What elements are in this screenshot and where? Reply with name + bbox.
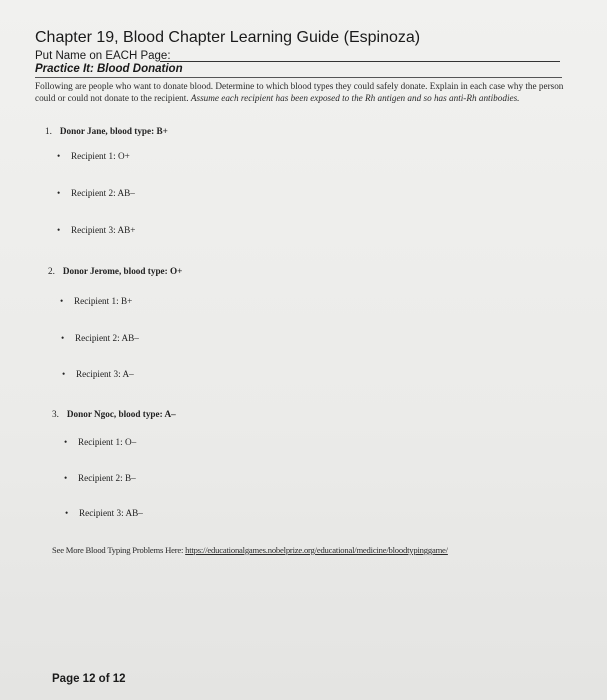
donor-number: 1. [45,126,52,136]
section-heading: Practice It: Blood Donation [35,63,183,75]
recipient-item [62,369,134,379]
donor-heading [45,126,168,136]
blood-typing-game-link[interactable]: https://educationalgames.nobelprize.org/educational/medicine/bloodtypinggame/ [185,545,448,555]
page-title: Chapter 19, Blood Chapter Learning Guide (Espinoza) [35,29,421,46]
bullet-icon: • [61,333,65,343]
recipient-item [64,473,136,483]
bullet-icon: • [57,188,61,198]
bullet-icon: • [64,473,68,483]
donor-heading [52,409,176,419]
recipient-label: Recipient 3: AB– [79,508,143,518]
bullet-icon: • [57,225,61,235]
recipient-label: Recipient 1: O+ [71,151,130,161]
donor-heading [48,266,182,276]
recipient-label: Recipient 1: B+ [74,296,133,306]
recipient-label: Recipient 2: AB– [75,333,139,343]
instructions-emphasis: Assume each recipient has been exposed to the Rh antigen and so has anti-Rh antibodies. [190,93,520,103]
donor-number: 2. [48,266,55,276]
recipient-item [60,296,132,306]
recipient-item [57,225,135,235]
put-name-label: Put Name on EACH Page: [35,50,171,62]
recipient-label: Recipient 3: AB+ [71,225,136,235]
recipient-label: Recipient 1: O– [78,437,137,447]
name-blank-line [160,61,560,62]
bullet-icon: • [65,508,69,518]
instructions-text: Following are people who want to donate blood. Determine to which blood types they could safely donate. Explain in each case why the person could or could not donate to the recipient. [35,81,564,103]
donor-label: Donor Ngoc, blood type: A– [66,409,176,419]
recipient-item [64,437,136,447]
more-problems-line [52,545,448,555]
recipient-item [65,508,143,518]
recipient-label: Recipient 3: A– [76,369,134,379]
more-problems-label: See More Blood Typing Problems Here: [52,545,186,555]
bullet-icon: • [60,296,64,306]
instructions [35,80,570,104]
recipient-item [61,333,139,343]
page-number: Page 12 of 12 [52,673,126,685]
recipient-label: Recipient 2: AB– [71,188,135,198]
recipient-item [57,188,135,198]
recipient-label: Recipient 2: B– [78,473,136,483]
recipient-item [57,151,130,161]
donor-label: Donor Jane, blood type: B+ [59,126,168,136]
bullet-icon: • [57,151,61,161]
bullet-icon: • [64,437,68,447]
donor-label: Donor Jerome, blood type: O+ [62,266,183,276]
donor-number: 3. [52,409,59,419]
section-divider [35,77,562,78]
bullet-icon: • [62,369,66,379]
